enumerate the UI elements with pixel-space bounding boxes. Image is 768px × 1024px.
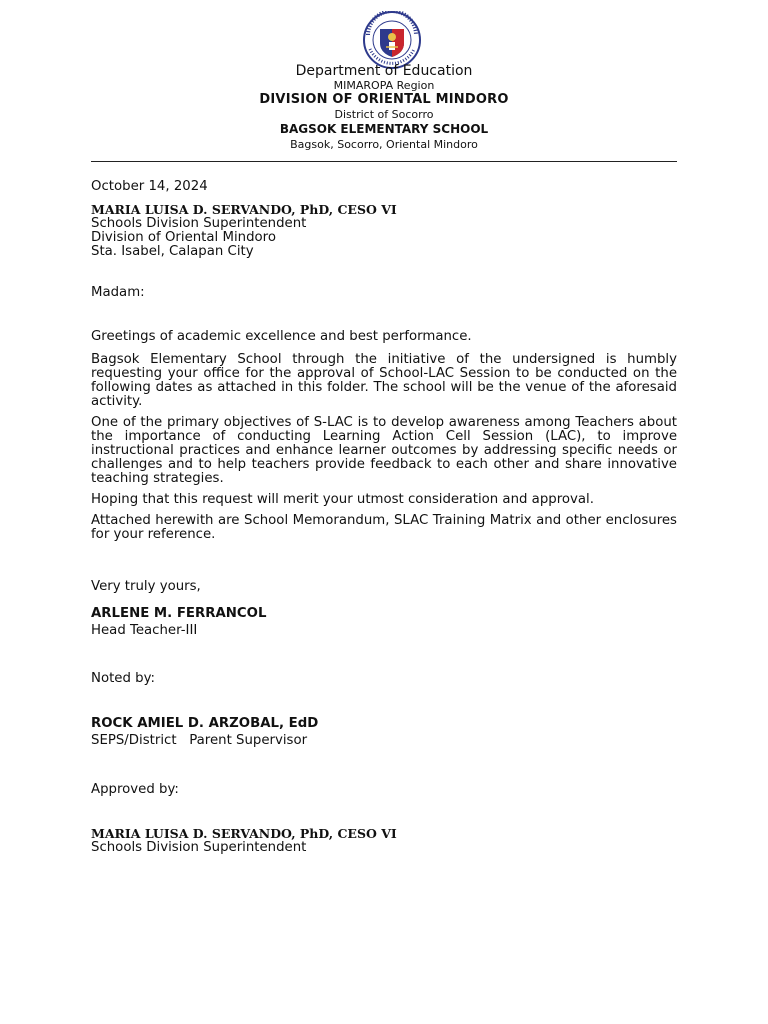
school-name: BAGSOK ELEMENTARY SCHOOL xyxy=(279,122,489,136)
letter-date: October 14, 2024 xyxy=(91,179,208,194)
deped-seal-logo xyxy=(356,11,428,69)
body-paragraph-1: Greetings of academic excellence and best performance. xyxy=(91,329,472,344)
recipient-name: MARIA LUISA D. SERVANDO, PhD, CESO VI xyxy=(91,202,397,217)
closing: Very truly yours, xyxy=(91,579,201,594)
sender-title: Head Teacher-III xyxy=(91,623,198,638)
recipient-title: Schools Division Superintendent xyxy=(91,216,307,231)
salutation: Madam: xyxy=(91,285,145,300)
district-name: District of Socorro xyxy=(334,108,434,121)
body-paragraph-4: Hoping that this request will merit your utmost consideration and approval. xyxy=(91,492,594,507)
body-paragraph-3: One of the primary objectives of S-LAC is to develop awareness among Teachers about the importance of conducting Learning Action Cell Session (LAC), to improve instructional practices and enhance learner outcomes by addressing specific needs or challenges and to help teachers provide feedback to each other and share innovative teaching strategies. xyxy=(91,415,677,486)
approved-by-label: Approved by: xyxy=(91,782,179,797)
recipient-address: Sta. Isabel, Calapan City xyxy=(91,244,254,259)
body-paragraph-2: Bagsok Elementary School through the initiative of the undersigned is humbly requesting your office for the approval of School-LAC Session to be conducted on the following dates as attached in this folder. The school will be the venue of the aforesaid activity. xyxy=(91,352,677,409)
approved-by-name: MARIA LUISA D. SERVANDO, PhD, CESO VI xyxy=(91,826,397,841)
noted-by-label: Noted by: xyxy=(91,671,155,686)
recipient-office: Division of Oriental Mindoro xyxy=(91,230,276,245)
department-name: Department of Education xyxy=(295,63,473,79)
body-paragraph-5: Attached herewith are School Memorandum, SLAC Training Matrix and other enclosures for your reference. xyxy=(91,513,677,542)
sender-name: ARLENE M. FERRANCOL xyxy=(91,606,267,621)
noted-by-name: ROCK AMIEL D. ARZOBAL, EdD xyxy=(91,716,319,731)
approved-by-title: Schools Division Superintendent xyxy=(91,840,307,855)
division-name: DIVISION OF ORIENTAL MINDORO xyxy=(259,92,509,107)
noted-by-title: SEPS/District Parent Supervisor xyxy=(91,733,308,748)
school-address: Bagsok, Socorro, Oriental Mindoro xyxy=(290,138,478,151)
region-name: MIMAROPA Region xyxy=(333,79,435,92)
header-divider xyxy=(91,161,677,162)
